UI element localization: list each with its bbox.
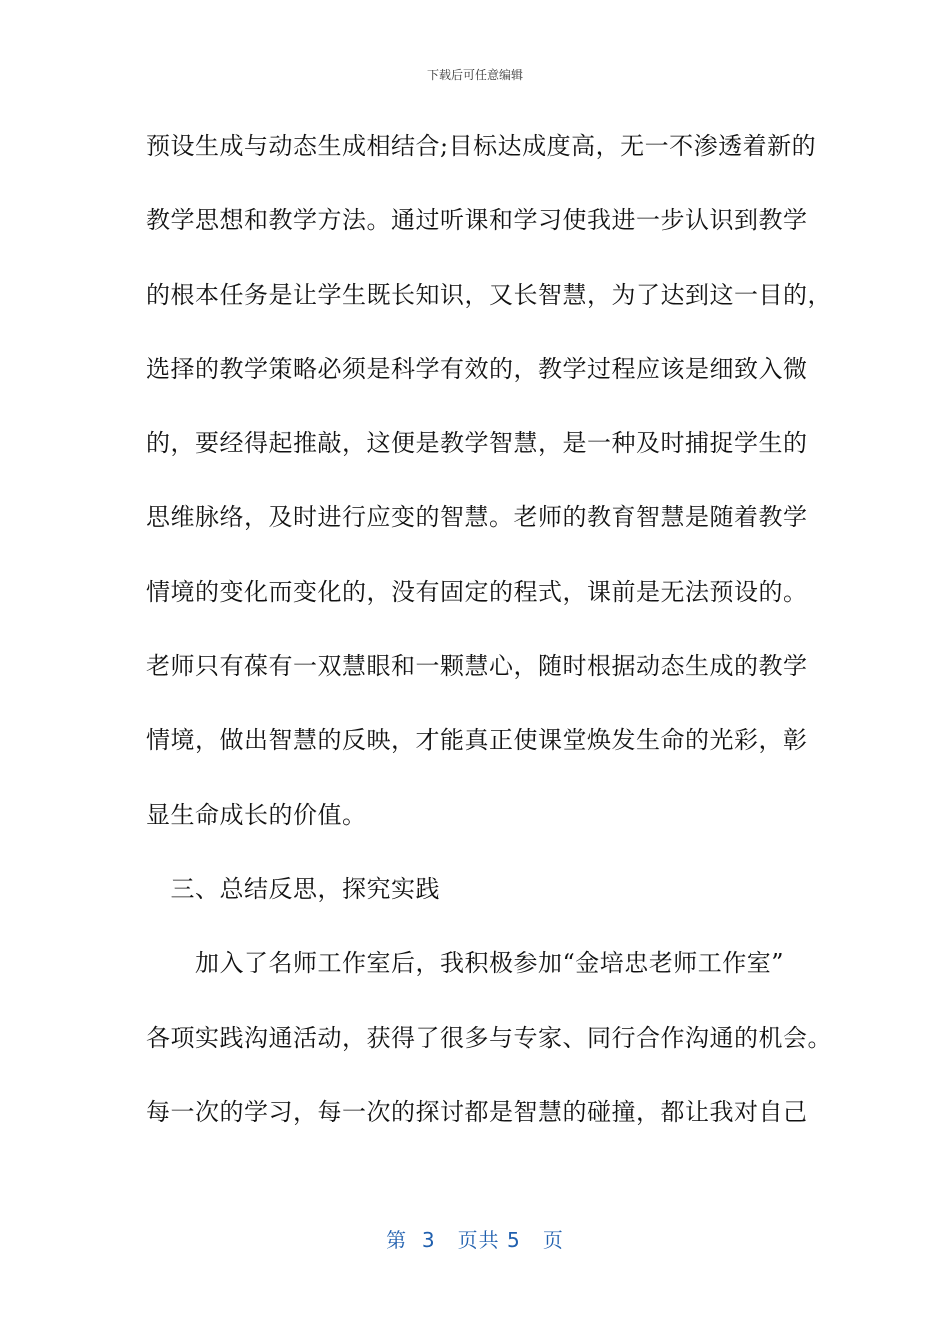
text-line: 每一次的学习，每一次的探讨都是智慧的碰撞，都让我对自己	[146, 1097, 808, 1126]
current-page-number: 3	[421, 1228, 436, 1252]
total-pages-number: 5	[507, 1228, 521, 1252]
text-line: 思维脉络，及时进行应变的智慧。老师的教育智慧是随着教学	[146, 503, 808, 532]
text-line: 老师只有葆有一双慧眼和一颗慧心，随时根据动态生成的教学	[146, 652, 808, 681]
text-line: 的根本任务是让学生既长知识，又长智慧，为了达到这一目的，	[146, 280, 832, 309]
header-note: 下载后可任意编辑	[426, 68, 523, 82]
text-line: 各项实践沟通活动，获得了很多与专家、同行合作沟通的机会。	[146, 1023, 832, 1052]
text-line: 预设生成与动态生成相结合;目标达成度高，无一不渗透着新的	[146, 132, 817, 160]
text-line: 加入了名师工作室后，我积极参加“金培忠老师工作室”	[146, 949, 785, 978]
page-label-prefix: 第	[386, 1228, 408, 1252]
text-line: 教学思想和教学方法。通过听课和学习使我进一步认识到教学	[146, 206, 808, 235]
page-label-middle: 页共	[457, 1228, 500, 1252]
text-line: 情境的变化而变化的，没有固定的程式，课前是无法预设的。	[146, 577, 808, 606]
body-text	[146, 122, 832, 1162]
text-line: 情境，做出智慧的反映，才能真正使课堂焕发生命的光彩，彰	[146, 726, 808, 755]
text-line: 选择的教学策略必须是科学有效的，教学过程应该是细致入微	[146, 354, 808, 383]
section-heading: 三、总结反思，探究实践	[146, 874, 440, 903]
text-line: 的，要经得起推敲，这便是教学智慧，是一种及时捕捉学生的	[146, 429, 808, 458]
text-line: 显生命成长的价值。	[146, 800, 367, 829]
page-footer	[0, 1224, 950, 1253]
page-label-suffix: 页	[542, 1228, 564, 1252]
